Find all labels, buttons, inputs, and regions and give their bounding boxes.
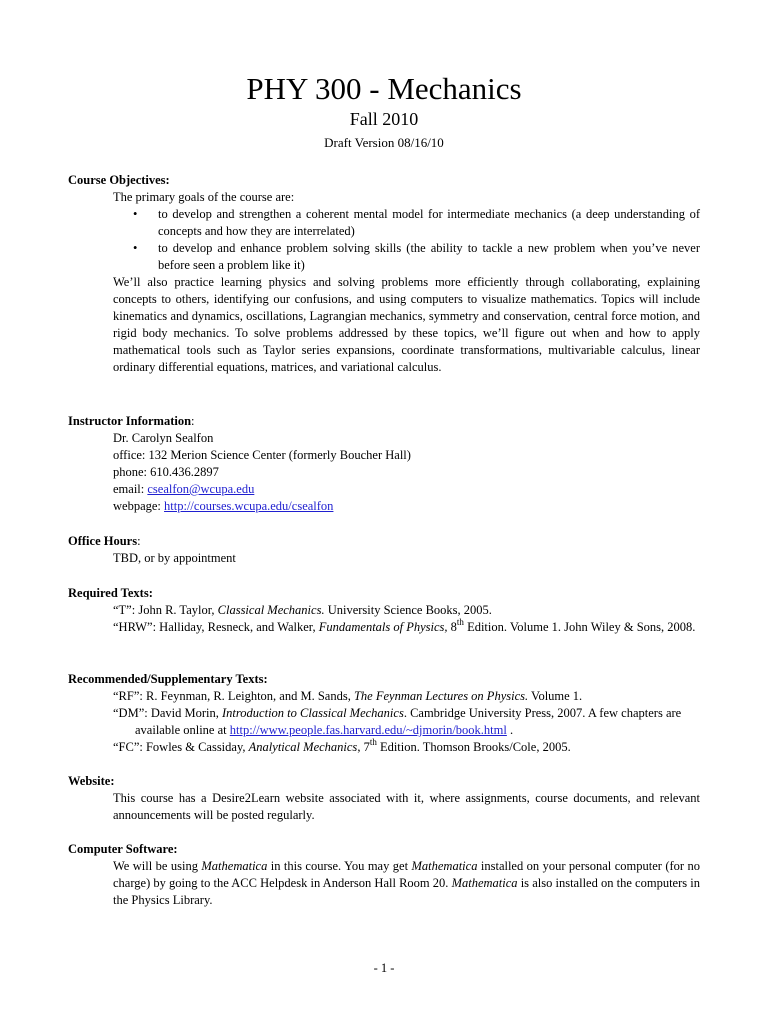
list-item: • to develop and strengthen a coherent mental model for intermediate mechanics (a deep understanding of concepts and how they are interrelated) <box>133 207 700 238</box>
instructor-office: office: 132 Merion Science Center (formerly Boucher Hall) <box>113 448 411 462</box>
software-heading: Computer Software: <box>68 842 178 856</box>
page-number: - 1 - <box>373 961 395 975</box>
email-link[interactable]: csealfon@wcupa.edu <box>147 482 255 496</box>
draft-version: Draft Version 08/16/10 <box>324 135 444 150</box>
recommended-texts-section <box>68 671 700 756</box>
office-hours-section: Office Hours: TBD, or by appointment <box>68 533 700 567</box>
required-texts-heading: Required Texts: <box>68 586 153 600</box>
text-entry-fc: “FC”: Fowles & Cassiday, Analytical Mechanics, 7th Edition. Thomson Brooks/Cole, 2005. <box>113 737 571 754</box>
instructor-email: email: csealfon@wcupa.edu <box>113 482 255 496</box>
bullet-icon: • <box>133 241 138 255</box>
recommended-texts-heading: Recommended/Supplementary Texts: <box>68 672 268 686</box>
instructor-section: Instructor Information: Dr. Carolyn Sealfon office: 132 Merion Science Center (formerly Boucher Hall) phone: 610.436.2897 email: csealfon@wcupa.edu webpage: http://courses.wcupa.edu/csealfon <box>68 413 700 515</box>
text-entry-t: “T”: John R. Taylor, Classical Mechanics. University Science Books, 2005. <box>113 603 492 617</box>
instructor-phone: phone: 610.436.2897 <box>113 465 219 479</box>
term: Fall 2010 <box>349 109 419 129</box>
text-entry-hrw: “HRW”: Halliday, Resneck, and Walker, Fundamentals of Physics, 8th Edition. Volume 1. John Wiley & Sons, 2008. <box>113 617 696 634</box>
software-text: We will be using Mathematica in this course. You may get Mathematica installed on your personal computer (for no charge) by going to the ACC Helpdesk in Anderson Hall Room 20. Mathematica is also installed on the computers in the Physics Library. <box>113 859 701 907</box>
website-section <box>68 773 700 824</box>
instructor-webpage: webpage: http://courses.wcupa.edu/csealfon <box>113 499 334 513</box>
office-hours-heading: Office Hours <box>68 534 138 548</box>
instructor-heading: Instructor Information <box>68 414 192 428</box>
morin-book-link[interactable]: http://www.people.fas.harvard.edu/~djmorin/book.html <box>229 723 507 737</box>
text-entry-dm: “DM”: David Morin, Introduction to Classical Mechanics. Cambridge University Press, 2007. A few chapters are available online at http://www.people.fas.harvard.edu/~djmorin/book.html . <box>113 706 682 737</box>
text-entry-rf: “RF”: R. Feynman, R. Leighton, and M. Sands, The Feynman Lectures on Physics. Volume 1. <box>113 689 583 703</box>
objectives-paragraph: We’ll also practice learning physics and solving problems more efficiently through collaborating, explaining concepts to others, identifying our confusions, and using computers to visualize mathematics. Topics will include kinematics and dynamics, oscillations, Lagrangian mechanics, symmetry and conservation, central force motion, and rigid body mechanics. To solve problems addressed by these topics, we’ll figure out when and how to apply mathematical tools such as Taylor series expansions, coordinate transformations, multivariable calculus, linear ordinary differential equations, matrices, and variational calculus. <box>113 275 700 374</box>
objectives-intro: The primary goals of the course are: <box>113 190 295 204</box>
objectives-section <box>68 172 700 376</box>
bullet-icon: • <box>133 207 138 221</box>
objectives-heading: Course Objectives: <box>68 173 170 187</box>
objectives-list <box>133 206 700 274</box>
website-text: This course has a Desire2Learn website associated with it, where assignments, course documents, and relevant announcements will be posted regularly. <box>113 791 700 822</box>
webpage-link[interactable]: http://courses.wcupa.edu/csealfon <box>164 499 334 513</box>
website-heading: Website: <box>68 774 115 788</box>
software-section <box>68 841 700 909</box>
instructor-name: Dr. Carolyn Sealfon <box>113 431 214 445</box>
document-title: PHY 300 - Mechanics <box>246 71 522 106</box>
office-hours-text: TBD, or by appointment <box>113 551 236 565</box>
required-texts-section <box>68 585 700 636</box>
list-item: • to develop and enhance problem solving skills (the ability to tackle a new problem when you’ve never before seen a problem like it) <box>133 241 700 272</box>
